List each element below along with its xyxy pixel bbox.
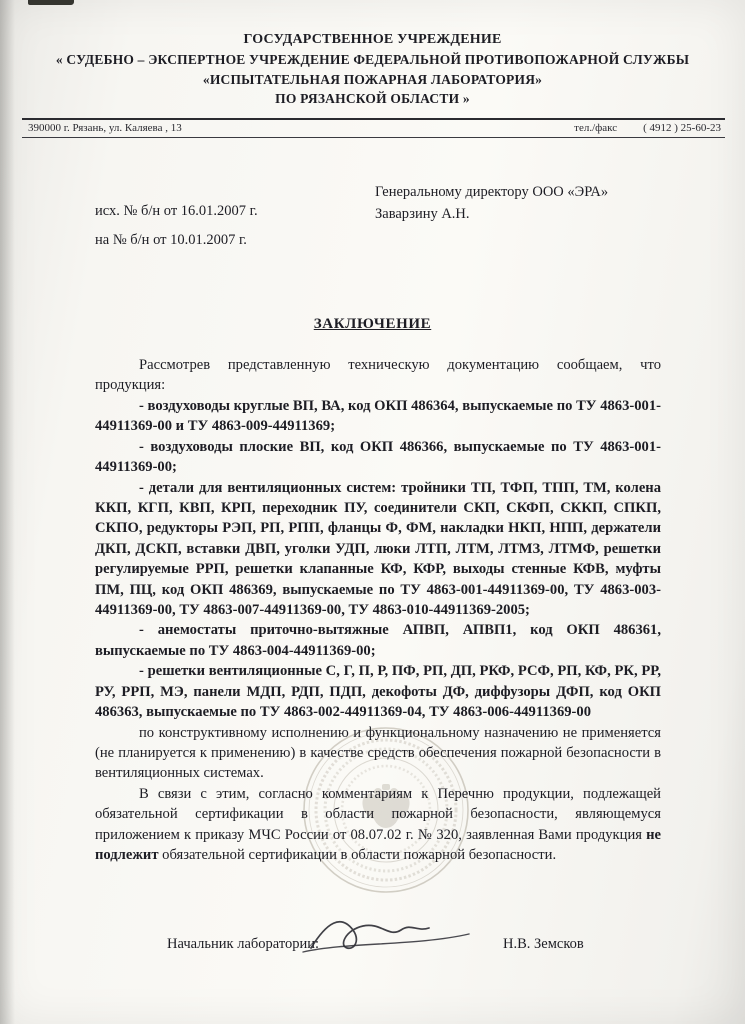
closing-after: обязательной сертификации в области пожарной безопасности. [158, 847, 557, 864]
org-name-line1: ГОСУДАРСТВЕННОЕ УЧРЕЖДЕНИЕ [243, 32, 502, 47]
letterhead-divider-bottom [22, 137, 725, 138]
document-body [95, 355, 661, 866]
outgoing-reference: исх. № б/н от 16.01.2007 г. [95, 202, 258, 219]
document-title: ЗАКЛЮЧЕНИЕ [313, 315, 432, 332]
letterhead [0, 0, 745, 109]
signatory-name: Н.В. Земсков [503, 935, 584, 952]
closing-before: В связи с этим, согласно комментариям к Перечню продукции, подлежащей обязательной сертификации в области пожарной безопасности, являющемуся приложением к приказу МЧС России от 08.07.02 г. № 320, заявленная Вами продукция [95, 785, 661, 843]
org-name-line4: ПО РЯЗАНСКОЙ ОБЛАСТИ » [275, 91, 470, 107]
recipient-block [375, 182, 608, 226]
letterhead-contact-row [0, 120, 745, 137]
org-name-line2: « СУДЕБНО – ЭКСПЕРТНОЕ УЧРЕЖДЕНИЕ ФЕДЕРАЛЬНОЙ ПРОТИВОПОЖАРНОЙ СЛУЖБЫ [55, 52, 690, 68]
closing-bold: не подлежит [95, 826, 661, 864]
product-item-5: - решетки вентиляционные С, Г, П, Р, ПФ, РП, ДП, РКФ, РСФ, РП, КФ, РК, РР, РУ, РРП, МЭ, панели МДП, РДП, ПДП, декофоты ДФ, диффузоры ДФП, код ОКП 486363, выпускаемые по ТУ 4863-002-44911369-04, ТУ 4863-006-44911369-00 [95, 663, 661, 721]
intro-paragraph: Рассмотрев представленную техническую документацию сообщаем, что продукция: [95, 356, 661, 394]
org-name-line3: «ИСПЫТАТЕЛЬНАЯ ПОЖАРНАЯ ЛАБОРАТОРИЯ» [202, 71, 543, 87]
handwritten-signature [297, 904, 487, 969]
org-address: 390000 г. Рязань, ул. Каляева , 13 [28, 121, 182, 134]
conclusion-paragraph: по конструктивному исполнению и функциональному назначению не применяется (не планируется к применению) в качестве средств обеспечения пожарной безопасности в вентиляционных системах. [95, 724, 661, 782]
reference-block [95, 182, 660, 292]
product-item-4: - анемостаты приточно-вытяжные АПВП, АПВП1, код ОКП 486361, выпускаемые по ТУ 4863-004-44911369-00; [95, 622, 661, 659]
recipient-line2: Заварзину А.Н. [375, 205, 470, 222]
product-item-1: - воздуховоды круглые ВП, ВА, код ОКП 486364, выпускаемые по ТУ 4863-001-44911369-00 и ТУ 4863-009-44911369; [95, 397, 661, 435]
org-phone-block [574, 122, 721, 134]
product-item-2: - воздуховоды плоские ВП, код ОКП 486366, выпускаемые по ТУ 4863-001-44911369-00; [95, 438, 661, 476]
phone-label: тел./факс [574, 121, 618, 134]
product-item-3: - детали для вентиляционных систем: тройники ТП, ТФП, ТПП, ТМ, колена ККП, КГП, КВП, КРП, переходник ПУ, соединители СКП, СКФП, СККП, СПКП, СКПО, редукторы РЭП, РП, РПП, фланцы Ф, ФМ, накладки НКП, НПП, держатели ДКП, ДСКП, вставки ДВП, уголки УДП, люки ЛТП, ЛТМ, ЛТМЗ, ЛТМФ, решетки регулируемые РРП, решетки клапанные КФ, КФР, выходы стенные КФВ, муфты ПМ, ПЦ, код ОКП 486369, выпускаемые по ТУ 4863-001-44911369-00, ТУ 4863-003-44911369-00, ТУ 4863-007-44911369-00, ТУ 4863-010-44911369-2005; [95, 479, 661, 619]
signature-section [95, 916, 661, 986]
incoming-reference: на № б/н от 10.01.2007 г. [95, 231, 247, 248]
phone-number: ( 4912 ) 25-60-23 [643, 121, 721, 134]
signatory-title: Начальник лаборатории: [167, 935, 320, 952]
recipient-line1: Генеральному директору ООО «ЭРА» [375, 183, 609, 200]
closing-paragraph [95, 784, 661, 866]
